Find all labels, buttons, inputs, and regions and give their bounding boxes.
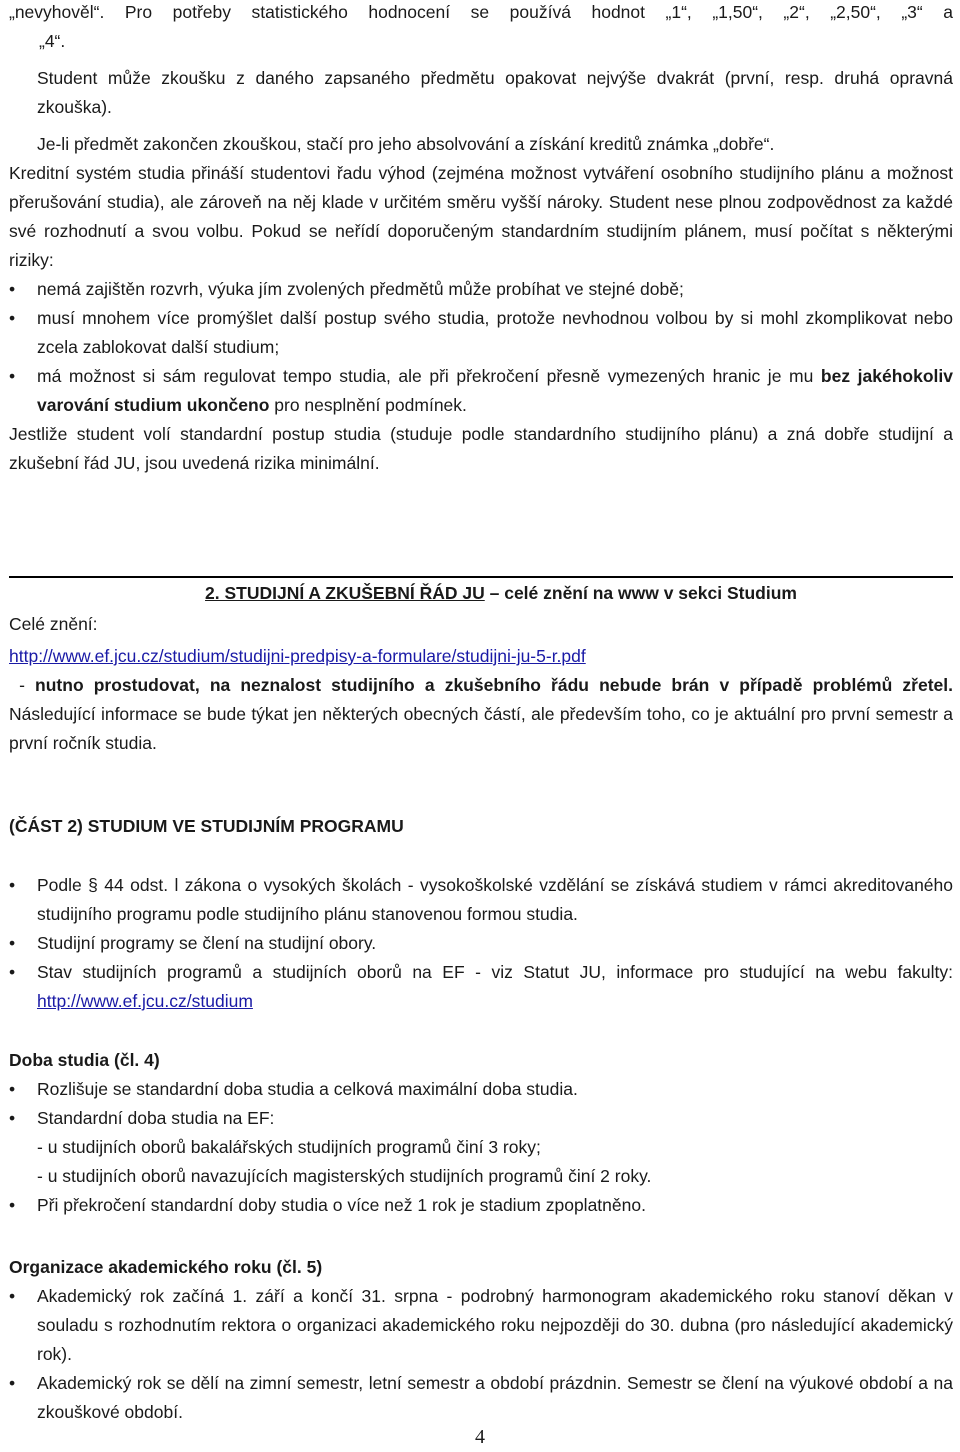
note-bold: nutno prostudovat, na neznalost studijního a zkušebního řádu nebude brán v případě problémů zřetel. xyxy=(35,675,953,695)
part-2-item-3 xyxy=(9,958,953,1016)
section-divider xyxy=(9,576,953,578)
risk-item-bold: bez jakéhokoliv varování studium ukončeno xyxy=(37,366,953,415)
intro-block xyxy=(9,0,953,478)
bullet-icon: • xyxy=(9,962,16,982)
bullet-icon: • xyxy=(9,1108,16,1128)
full-text-label: Celé znění: xyxy=(9,614,98,634)
organizace xyxy=(9,1253,953,1427)
doba-item-text: Standardní doba studia na EF: xyxy=(37,1108,275,1128)
page-number: 4 xyxy=(475,1426,485,1448)
risk-item-text: nemá zajištěn rozvrh, výuka jím zvolených předmětů může probíhat ve stejné době; xyxy=(37,279,684,299)
part-2-item-text: Studijní programy se člení na studijní obory. xyxy=(37,933,377,953)
doba-subline-2: - u studijních oborů navazujících magisterských studijních programů činí 2 roky. xyxy=(37,1166,652,1186)
org-item-text: Akademický rok začíná 1. září a končí 31. srpna - podrobný harmonogram akademického roku stanoví děkan v souladu s rozhodnutím rektora o organizaci akademického roku nejpozději do 30. dubna (pro následující akademický rok). xyxy=(37,1286,953,1364)
faculty-study-link[interactable]: http://www.ef.jcu.cz/studium xyxy=(37,991,253,1011)
part-2-item-text: Stav studijních programů a studijních oborů na EF - viz Statut JU, informace pro studující na webu fakulty: xyxy=(37,962,953,982)
intro-paragraph-4: Kreditní systém studia přináší studentovi řadu výhod (zejména možnost vytváření osobního studijního plánu a možnost přerušování studia), ale zároveň na něj klade v určitém směru vyšší nároky. Student nese plnou zodpovědnost za každé své rozhodnutí a svou volbu. Pokud se neřídí doporučeným standardním studijním plánem, musí počítat s některými riziky: xyxy=(9,163,953,270)
bullet-icon: • xyxy=(9,1195,16,1215)
section-2-heading xyxy=(9,579,953,608)
section-2-note xyxy=(9,671,953,758)
bullet-icon: • xyxy=(9,933,16,953)
risk-item-text: má možnost si sám regulovat tempo studia, ale při překročení přesně vymezených hranic je mu xyxy=(37,366,814,386)
note-rest: Následující informace se bude týkat jen některých obecných částí, ale především toho, co je aktuální pro první semestr a první ročník studia. xyxy=(9,704,953,753)
doba-heading: Doba studia (čl. 4) xyxy=(9,1050,160,1070)
section-2 xyxy=(9,576,953,758)
risk-item-1 xyxy=(9,275,953,304)
doba-item-1 xyxy=(9,1075,953,1104)
part-2 xyxy=(9,812,953,1016)
org-item-text: Akademický rok se dělí na zimní semestr, letní semestr a období prázdnin. Semestr se člení na výukové období a na zkouškové období. xyxy=(37,1373,953,1422)
doba-item-3 xyxy=(9,1191,953,1220)
doba-subline-1: - u studijních oborů bakalářských studijních programů činí 3 roky; xyxy=(37,1137,541,1157)
part-2-item-1 xyxy=(9,871,953,929)
bullet-icon: • xyxy=(9,308,16,328)
part-2-item-text: Podle § 44 odst. l zákona o vysokých školách - vysokoškolské vzdělání se získává studiem v rámci akreditovaného studijního programu podle studijního plánu stanovenou formou studia. xyxy=(37,875,953,924)
doba-item-2 xyxy=(9,1104,953,1191)
section-2-heading-rest: – celé znění na www v sekci Studium xyxy=(484,583,797,603)
doba-item-text: Při překročení standardní doby studia o více než 1 rok je stadium zpoplatněno. xyxy=(37,1195,646,1215)
bullet-icon: • xyxy=(9,875,16,895)
part-2-heading: (ČÁST 2) STUDIUM VE STUDIJNÍM PROGRAMU xyxy=(9,816,404,836)
risk-item-2 xyxy=(9,304,953,362)
section-2-heading-underlined: 2. STUDIJNÍ A ZKUŠEBNÍ ŘÁD JU xyxy=(205,583,485,603)
risk-item-3 xyxy=(9,362,953,420)
doba-studia xyxy=(9,1046,953,1220)
bullet-icon: • xyxy=(9,366,16,386)
intro-line-2: „4“. xyxy=(39,31,66,51)
part-2-item-2 xyxy=(9,929,953,958)
intro-paragraph-3: Je-li předmět zakončen zkouškou, stačí pro jeho absolvování a získání kreditů známka „dobře“. xyxy=(37,134,775,154)
org-item-1 xyxy=(9,1282,953,1369)
bullet-icon: • xyxy=(9,1286,16,1306)
intro-paragraph-2: Student může zkoušku z daného zapsaného předmětu opakovat nejvýše dvakrát (první, resp. druhá opravná zkouška). xyxy=(37,68,953,117)
org-item-2 xyxy=(9,1369,953,1427)
bullet-icon: • xyxy=(9,1079,16,1099)
org-heading: Organizace akademického roku (čl. 5) xyxy=(9,1257,323,1277)
risk-item-text-end: pro nesplnění podmínek. xyxy=(269,395,467,415)
risk-item-text: musí mnohem více promýšlet další postup svého studia, protože nevhodnou volbou by si mohl zkomplikovat nebo zcela zablokovat další studium; xyxy=(37,308,953,357)
doba-item-text: Rozlišuje se standardní doba studia a celková maximální doba studia. xyxy=(37,1079,578,1099)
regulation-link-line xyxy=(9,642,953,671)
intro-paragraph-5: Jestliže student volí standardní postup studia (studuje podle standardního studijního plánu) a zná dobře studijní a zkušební řád JU, jsou uvedená rizika minimální. xyxy=(9,424,953,473)
regulation-link[interactable]: http://www.ef.jcu.cz/studium/studijni-predpisy-a-formulare/studijni-ju-5-r.pdf xyxy=(9,646,586,666)
bullet-icon: • xyxy=(9,279,16,299)
intro-line-1: „nevyhověl“. Pro potřeby statistického hodnocení se používá hodnot „1“, „1,50“, „2“, „2,50“, „3“ a xyxy=(9,2,953,22)
bullet-icon: • xyxy=(9,1373,16,1393)
note-dash: - xyxy=(9,675,36,695)
